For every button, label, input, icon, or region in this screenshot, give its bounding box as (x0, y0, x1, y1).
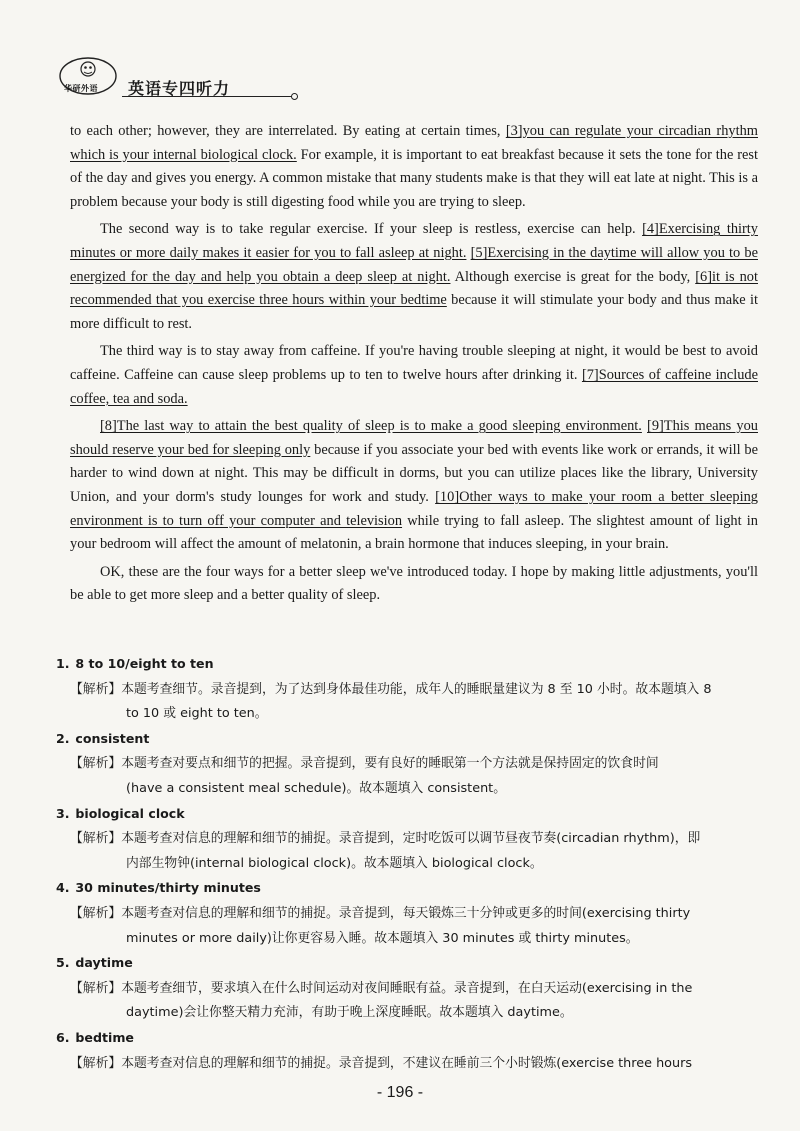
transcript-body (70, 120, 758, 612)
underlined-answer-5: [5]Exercising in the daytime will allow you to be energized for the day and help you obtain a deep sleep at night. (70, 244, 758, 285)
analysis-tag: 【解析】 (70, 831, 122, 847)
text-span: to each other; however, they are interrelated. By eating at certain times, (70, 123, 506, 139)
header-rule (122, 96, 294, 97)
answer-item-6 (56, 1026, 758, 1076)
answer-item-1 (56, 652, 758, 727)
underlined-answer-10: [10]Other ways to make your room a better sleeping environment is to turn off your computer and television (70, 488, 758, 529)
underlined-answer-4: [4]Exercising thirty minutes or more daily makes it easier for you to fall asleep at night. (70, 221, 758, 261)
analysis-text: 本题考查对要点和细节的把握。录音提到，要有良好的睡眠第一个方法就是保持固定的饮食时间 (121, 756, 659, 772)
analysis-tag: 【解析】 (70, 905, 122, 921)
text-span: while trying to fall asleep. The slightest amount of light in your bedroom will affect the amount of melatonin, a brain hormone that induces sleeping, in your brain. (70, 512, 758, 553)
analysis-text: 本题考查细节，要求填入在什么时间运动对夜间睡眠有益。录音提到，在白天运动(exercising in the (121, 980, 693, 996)
underlined-answer-6: [6]it is not recommended that you exercise three hours within your bedtime (70, 268, 758, 309)
answer-text: bedtime (75, 1029, 134, 1045)
answer-text: daytime (75, 955, 133, 971)
text-span: The second way is to take regular exercise. If your sleep is restless, exercise can help. (100, 221, 643, 238)
underlined-answer-9: [9]This means you should reserve your bed for sleeping only (70, 418, 758, 458)
paragraph-3 (70, 340, 758, 411)
answer-item-3 (56, 802, 758, 877)
analysis-text: 本题考查细节。录音提到，为了达到身体最佳功能，成年人的睡眠量建议为 8 至 10 小时。故本题填入 8 (121, 681, 712, 697)
underlined-answer-7: [7]Sources of caffeine include coffee, tea and soda. (70, 366, 758, 407)
analysis-continued: 内部生物钟(internal biological clock)。故本题填入 biological clock。 (126, 855, 543, 871)
analysis-continued: minutes or more daily)让你更容易入睡。故本题填入 30 minutes 或 thirty minutes。 (126, 930, 639, 946)
underlined-answer-8: [8]The last way to attain the best quality of sleep is to make a good sleeping environment. (100, 418, 642, 435)
text-span: Although exercise is great for the body, (450, 268, 696, 285)
analysis-tag: 【解析】 (70, 756, 122, 772)
analysis-continued: (have a consistent meal schedule)。故本题填入 consistent。 (126, 780, 506, 796)
answer-number: 1. (56, 656, 70, 671)
text-span: because if you associate your bed with events like work or errands, it will be harder to wind down at night. This may be difficult in dorms, but you can utilize places like the library, University Union, and your dorm's study lounges for work and study. (70, 441, 758, 505)
analysis-continued: to 10 或 eight to ten。 (126, 706, 268, 722)
answer-text: 30 minutes/thirty minutes (75, 880, 261, 896)
paragraph-4 (70, 415, 758, 557)
answer-number: 6. (56, 1029, 70, 1045)
text-span: For example, it is important to eat breakfast because it sets the tone for the rest of the day and gives you energy. A common mistake that many students make is that they will eat late at night. This is a problem because your body is still digesting food while you are trying to sleep. (70, 146, 758, 210)
answer-text: 8 to 10/eight to ten (75, 656, 214, 671)
analysis-tag: 【解析】 (70, 980, 122, 996)
analysis-tag: 【解析】 (70, 1055, 122, 1071)
answer-number: 2. (56, 730, 70, 746)
answer-key (56, 652, 758, 1076)
analysis-text: 本题考查对信息的理解和细节的捕捉。录音提到，每天锻炼三十分钟或更多的时间(exercising thirty (121, 905, 691, 921)
answer-number: 3. (56, 805, 70, 821)
paragraph-5: OK, these are the four ways for a better sleep we've introduced today. I hope by making little adjustments, you'll be able to get more sleep and a better quality of sleep. (70, 563, 758, 604)
answer-item-5 (56, 951, 758, 1026)
publisher-logo-text: 华研外语 (64, 84, 98, 93)
answer-text: consistent (75, 730, 150, 746)
answer-item-2 (56, 727, 758, 802)
text-span: The third way is to stay away from caffeine. If you're having trouble sleeping at night, it would be best to avoid caffeine. Caffeine can cause sleep problems up to ten to twelve hours after drinking it. (70, 343, 758, 383)
analysis-text: 本题考查对信息的理解和细节的捕捉。录音提到，定时吃饭可以调节昼夜节奏(circadian rhythm)，即 (121, 831, 701, 847)
paragraph-1 (70, 120, 758, 214)
answer-number: 5. (56, 955, 70, 971)
text-span: because it will stimulate your body and thus make it more difficult to rest. (70, 292, 759, 332)
underlined-answer-3: [3]you can regulate your circadian rhythm which is your internal biological clock. (70, 123, 758, 163)
analysis-continued: daytime)会让你整天精力充沛，有助于晚上深度睡眠。故本题填入 daytime。 (126, 1005, 573, 1021)
answer-item-4 (56, 876, 758, 951)
book-title: 英语专四听力 (128, 79, 231, 98)
answer-text: biological clock (75, 805, 185, 821)
answer-number: 4. (56, 880, 70, 896)
analysis-tag: 【解析】 (70, 681, 122, 697)
analysis-text: 本题考查对信息的理解和细节的捕捉。录音提到，不建议在睡前三个小时锻炼(exercise three hours (121, 1055, 693, 1071)
paragraph-2 (70, 218, 758, 336)
page-number: - 196 - (376, 1084, 424, 1101)
page-header (58, 56, 298, 100)
